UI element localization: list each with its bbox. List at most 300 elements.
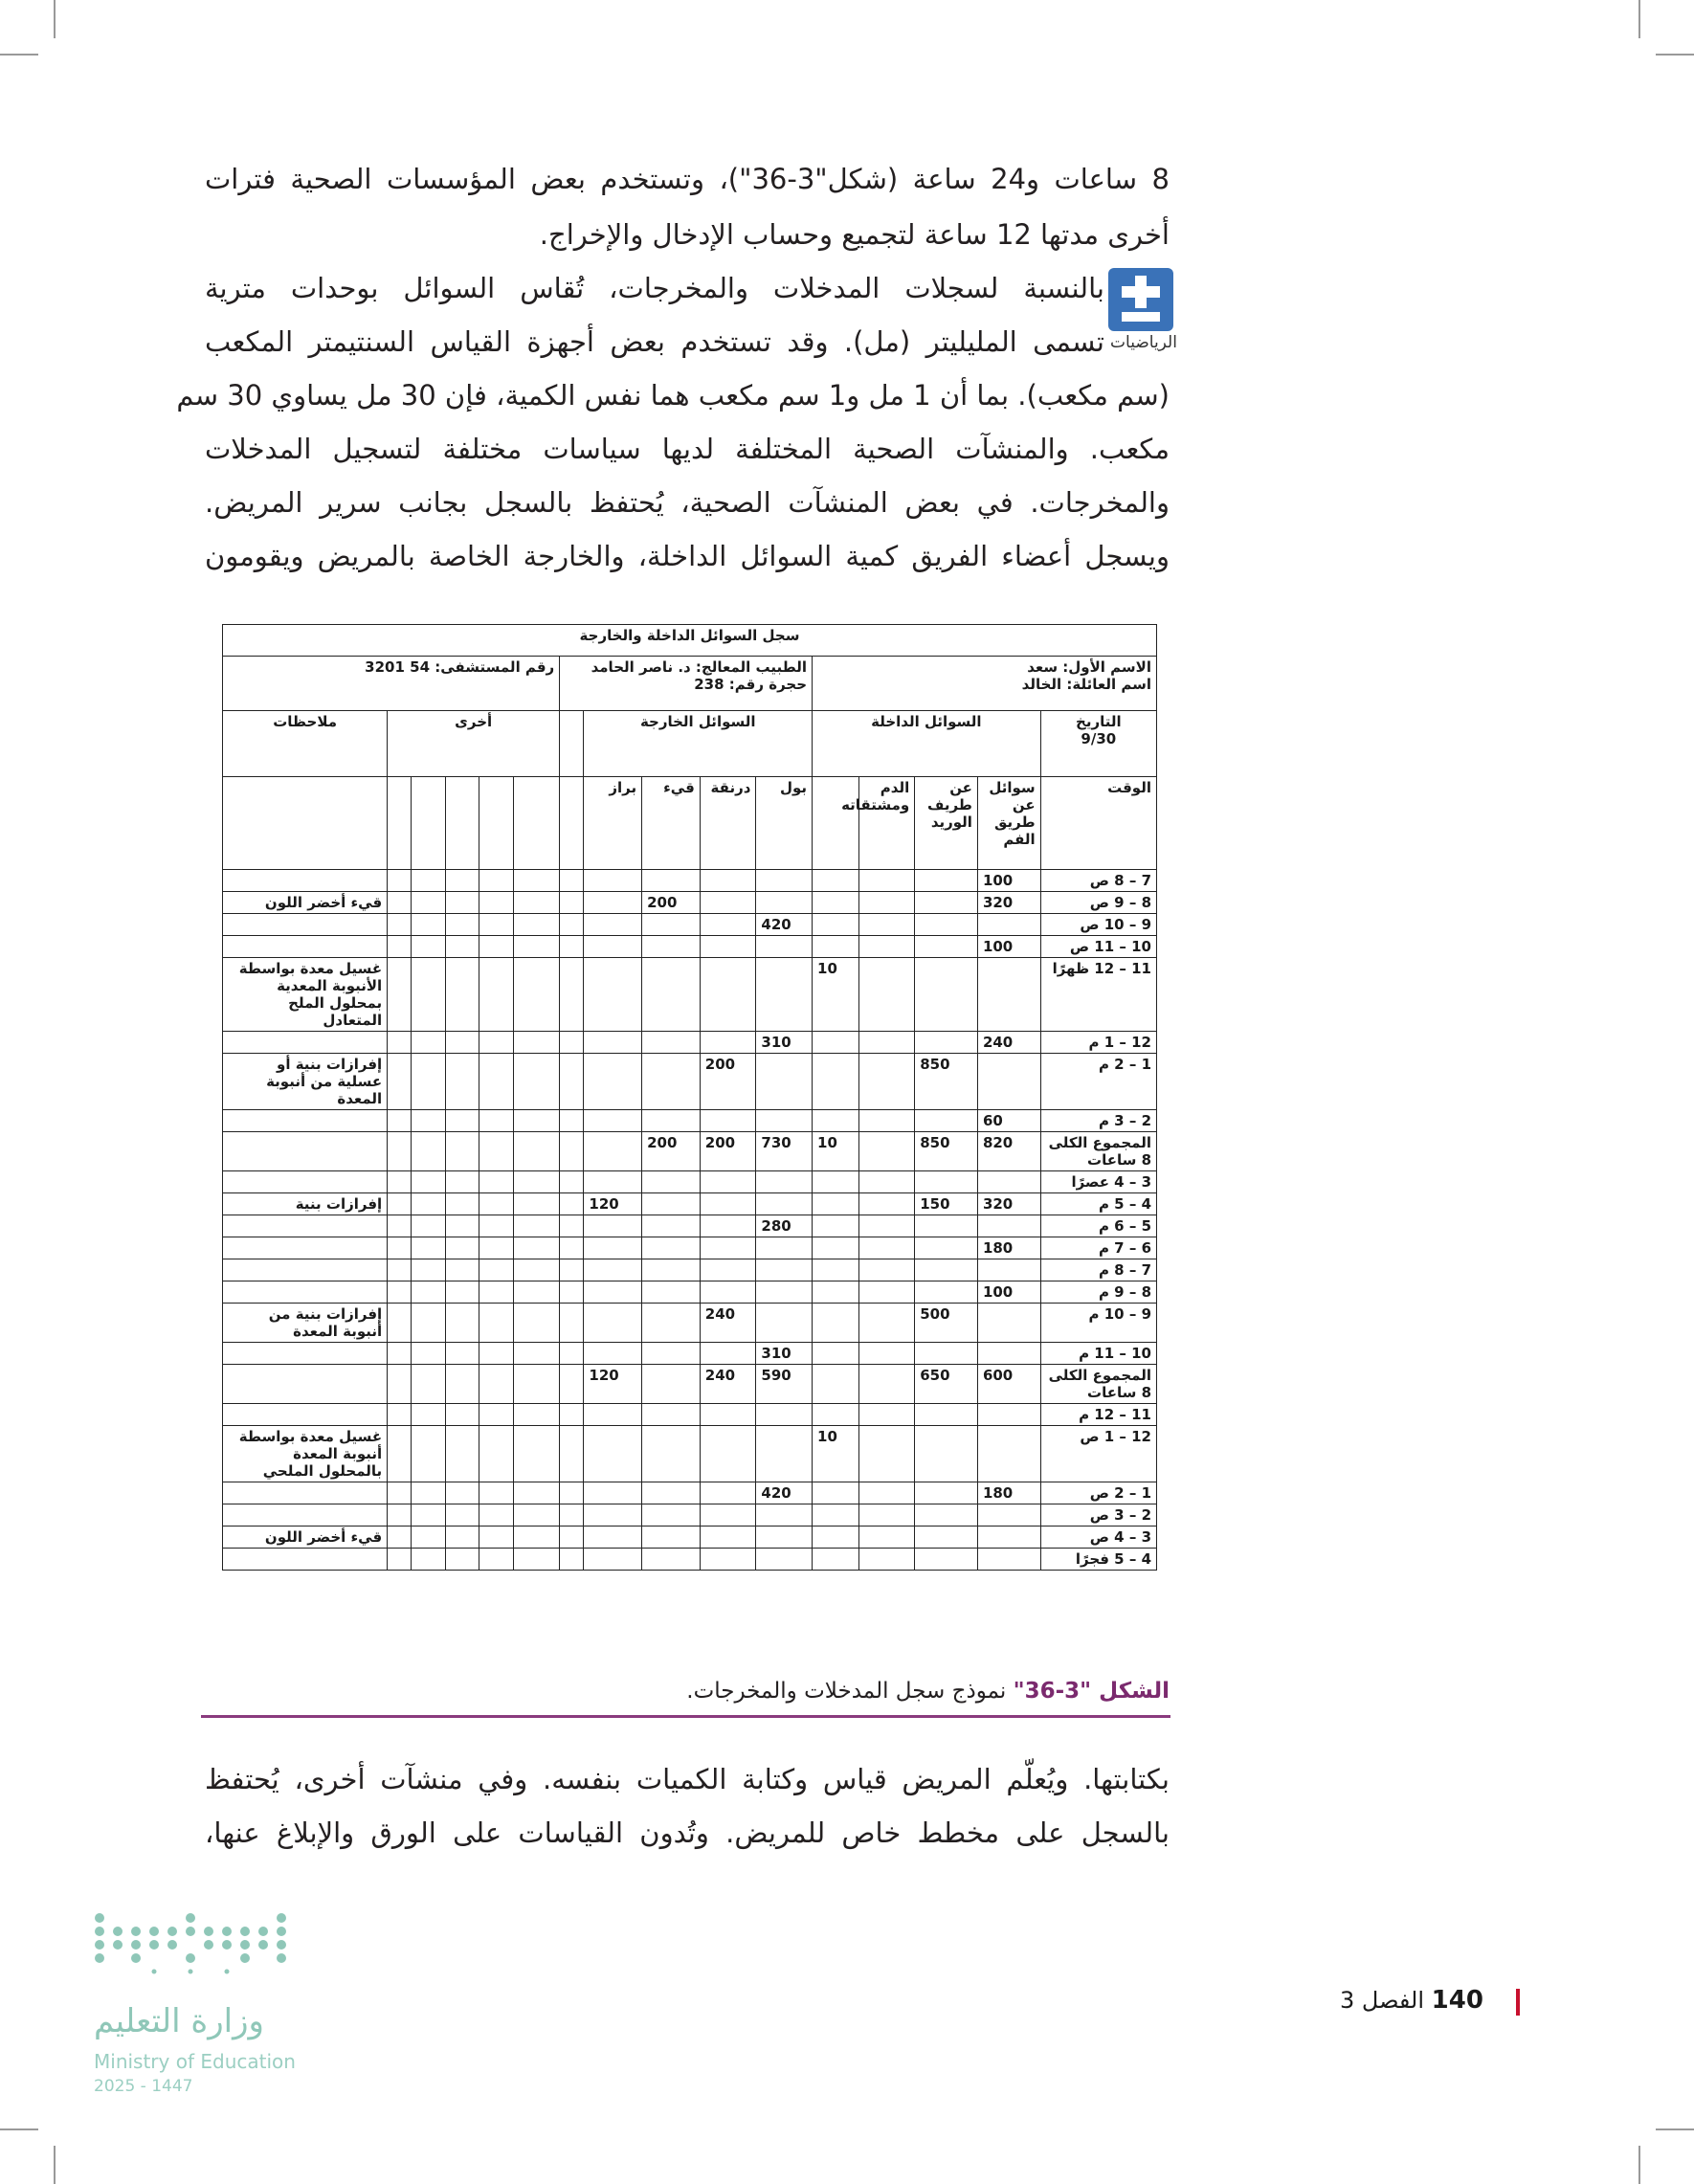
blood-cell xyxy=(858,1281,915,1304)
iv-cell xyxy=(915,1110,978,1132)
table-row xyxy=(223,1237,1157,1259)
table-row xyxy=(223,1527,1157,1549)
crop-mark xyxy=(54,2146,56,2184)
vomit-cell xyxy=(642,1404,701,1426)
blank-cell xyxy=(560,1259,584,1281)
oral-cell xyxy=(977,1054,1040,1110)
blank-cell xyxy=(560,936,584,958)
iv-cell: 150 xyxy=(915,1193,978,1215)
time-cell: 3 – 4 عصرًا xyxy=(1040,1171,1156,1193)
time-cell: 9 – 10 م xyxy=(1040,1304,1156,1343)
iv-cell xyxy=(915,1549,978,1571)
i4-cell xyxy=(813,1237,859,1259)
urine-cell: 310 xyxy=(756,1032,813,1054)
note-cell xyxy=(223,870,388,892)
blank-cell xyxy=(513,1193,560,1215)
urine-cell: 730 xyxy=(756,1132,813,1171)
ministry-year: 2025 - 1447 xyxy=(94,2077,193,2096)
logo-dot xyxy=(258,1940,268,1950)
blood-cell xyxy=(858,958,915,1032)
math-plus-minus-icon xyxy=(1108,268,1173,331)
logo-dot xyxy=(186,1927,195,1936)
logo-dot xyxy=(167,1927,177,1936)
stool-cell xyxy=(584,1504,642,1527)
i4-cell xyxy=(813,1171,859,1193)
time-cell: 1 – 2 م xyxy=(1040,1054,1156,1110)
blood-cell xyxy=(858,1032,915,1054)
logo-dot xyxy=(95,1927,104,1936)
hospital-number: رقم المستشفى: 54 3201 xyxy=(223,657,560,711)
blank-cell xyxy=(445,1365,479,1404)
blank-cell xyxy=(412,1032,445,1054)
vomit-cell xyxy=(642,1426,701,1482)
blank-cell xyxy=(445,777,479,870)
time-cell: 10 – 11 م xyxy=(1040,1343,1156,1365)
blank-cell xyxy=(560,1304,584,1343)
iv-cell xyxy=(915,1343,978,1365)
blank-cell xyxy=(560,1549,584,1571)
blood-cell xyxy=(858,1054,915,1110)
blank-cell xyxy=(560,914,584,936)
time-cell: 8 – 9 ص xyxy=(1040,892,1156,914)
oral-cell xyxy=(977,1171,1040,1193)
urine-cell xyxy=(756,1193,813,1215)
paragraph-line: أخرى مدتها 12 ساعة لتجميع وحساب الإدخال والإخراج. xyxy=(539,218,1170,251)
note-cell xyxy=(223,936,388,958)
time-cell: 7 – 8 م xyxy=(1040,1259,1156,1281)
i4-cell xyxy=(813,1549,859,1571)
table-row xyxy=(223,1215,1157,1237)
blank-cell xyxy=(479,1281,513,1304)
oral-cell xyxy=(977,958,1040,1032)
other-header: أخرى xyxy=(388,711,560,777)
blank-cell xyxy=(388,1054,412,1110)
family-name: اسم العائلة: الخالد xyxy=(1021,676,1151,693)
paragraph-line: مكعب. والمنشآت الصحية المختلفة لديها سياسات مختلفة لتسجيل المدخلات xyxy=(205,433,1170,465)
blood-cell xyxy=(858,1365,915,1404)
vomit-cell xyxy=(642,1549,701,1571)
blank-cell xyxy=(412,1281,445,1304)
stool-cell xyxy=(584,870,642,892)
drain-cell xyxy=(700,1215,756,1237)
blank-cell xyxy=(513,1132,560,1171)
drain-cell: 240 xyxy=(700,1304,756,1343)
table-row xyxy=(223,1482,1157,1504)
logo-dot xyxy=(186,1913,195,1923)
figure-label: الشكل "3-36" xyxy=(1013,1679,1170,1704)
blank-cell xyxy=(412,1549,445,1571)
vomit-cell xyxy=(642,1527,701,1549)
urine-cell xyxy=(756,1237,813,1259)
blank-cell xyxy=(445,1404,479,1426)
iv-cell xyxy=(915,936,978,958)
i4-cell xyxy=(813,1193,859,1215)
blank-cell xyxy=(560,1054,584,1110)
time-cell: 6 – 7 م xyxy=(1040,1237,1156,1259)
iv-cell xyxy=(915,892,978,914)
urine-cell: 590 xyxy=(756,1365,813,1404)
iv-cell xyxy=(915,1527,978,1549)
blank-cell xyxy=(479,1527,513,1549)
caption-rule xyxy=(201,1715,1170,1718)
drain-cell xyxy=(700,1404,756,1426)
logo-dot xyxy=(189,1970,193,1974)
blood-cell xyxy=(858,1549,915,1571)
blank-cell xyxy=(388,1343,412,1365)
blank-cell xyxy=(560,1032,584,1054)
page-number: 140 xyxy=(1431,1986,1483,2015)
stool-cell xyxy=(584,1304,642,1343)
blood-cell xyxy=(858,1132,915,1171)
blank-cell xyxy=(560,1482,584,1504)
stool-cell xyxy=(584,1132,642,1171)
note-cell xyxy=(223,1482,388,1504)
time-cell: 2 – 3 م xyxy=(1040,1110,1156,1132)
iv-cell xyxy=(915,1032,978,1054)
blank-cell xyxy=(513,914,560,936)
i4-cell xyxy=(813,870,859,892)
paragraph-line: ويسجل أعضاء الفريق كمية السوائل الداخلة، والخارجة الخاصة بالمريض ويقومون xyxy=(205,540,1170,572)
drain-cell xyxy=(700,1171,756,1193)
ministry-logo-dots-icon xyxy=(92,1910,302,1987)
blank-cell xyxy=(445,1237,479,1259)
drain-cell xyxy=(700,1426,756,1482)
blank-cell xyxy=(479,1054,513,1110)
blank-cell xyxy=(560,1527,584,1549)
drain-cell: 240 xyxy=(700,1365,756,1404)
oral-cell xyxy=(977,914,1040,936)
i4-cell xyxy=(813,1304,859,1343)
blank-cell xyxy=(513,1365,560,1404)
blank-cell xyxy=(412,914,445,936)
blank-cell xyxy=(479,958,513,1032)
footer-accent-bar xyxy=(1516,1989,1520,2016)
blank-cell xyxy=(513,958,560,1032)
urine-cell: 420 xyxy=(756,1482,813,1504)
blank-cell xyxy=(813,777,859,870)
table-row xyxy=(223,1426,1157,1482)
blank-cell xyxy=(445,914,479,936)
blank-cell xyxy=(445,1054,479,1110)
iv-cell xyxy=(915,1426,978,1482)
oral-cell xyxy=(977,1549,1040,1571)
oral-cell: 100 xyxy=(977,1281,1040,1304)
time-cell: 12 – 1 م xyxy=(1040,1032,1156,1054)
blank-cell xyxy=(560,1237,584,1259)
urine-cell xyxy=(756,870,813,892)
paragraph-line: بكتابتها. ويُعلّم المريض قياس وكتابة الكميات بنفسه. وفي منشآت أخرى، يُحتفظ xyxy=(205,1763,1170,1795)
blank-cell xyxy=(513,1404,560,1426)
iv-cell: 850 xyxy=(915,1132,978,1171)
blank-cell xyxy=(445,870,479,892)
ministry-name-english: Ministry of Education xyxy=(94,2050,296,2073)
date-label: التاريخ xyxy=(1076,713,1122,730)
drain-cell xyxy=(700,1482,756,1504)
table-row xyxy=(223,870,1157,892)
oral-cell: 60 xyxy=(977,1110,1040,1132)
drain-cell xyxy=(700,1343,756,1365)
iv-cell xyxy=(915,870,978,892)
blood-cell xyxy=(858,1426,915,1482)
i4-cell xyxy=(813,1032,859,1054)
i4-cell xyxy=(813,892,859,914)
intake-header: السوائل الداخلة xyxy=(813,711,1041,777)
table-row xyxy=(223,1032,1157,1054)
stool-cell xyxy=(584,1110,642,1132)
urine-header: بول xyxy=(756,777,813,870)
logo-dot xyxy=(240,1940,250,1950)
blank-cell xyxy=(560,1281,584,1304)
drain-cell: 200 xyxy=(700,1054,756,1110)
iv-cell xyxy=(915,1482,978,1504)
drain-cell xyxy=(700,892,756,914)
table-row xyxy=(223,1281,1157,1304)
blank-cell xyxy=(445,1215,479,1237)
vomit-cell xyxy=(642,958,701,1032)
blood-cell xyxy=(858,914,915,936)
footer-page-info xyxy=(1340,1986,1483,2015)
blank-cell xyxy=(388,1304,412,1343)
blood-header: الدم ومشتقاته xyxy=(858,777,915,870)
blood-cell xyxy=(858,1193,915,1215)
blank-cell xyxy=(412,1426,445,1482)
blank-cell xyxy=(479,914,513,936)
stool-cell xyxy=(584,1343,642,1365)
note-cell xyxy=(223,1032,388,1054)
note-cell: غسيل معدة بواسطة أنبوبة المعدة بالمحلول الملحي xyxy=(223,1426,388,1482)
note-cell xyxy=(223,1215,388,1237)
blank-cell xyxy=(479,1193,513,1215)
blank-cell xyxy=(412,870,445,892)
table-row xyxy=(223,914,1157,936)
blank-cell xyxy=(513,1054,560,1110)
date-value: 9/30 xyxy=(1081,730,1117,747)
oral-cell: 180 xyxy=(977,1237,1040,1259)
stool-header: براز xyxy=(584,777,642,870)
vomit-cell xyxy=(642,1482,701,1504)
blank-cell xyxy=(479,1343,513,1365)
blank-cell xyxy=(412,1482,445,1504)
time-cell: 4 – 5 م xyxy=(1040,1193,1156,1215)
figure-caption-text: نموذج سجل المدخلات والمخرجات. xyxy=(686,1679,1014,1704)
time-cell: 10 – 11 ص xyxy=(1040,936,1156,958)
blank-cell xyxy=(412,1193,445,1215)
paragraph-line: 8 ساعات و24 ساعة (شكل"3-36")، وتستخدم بعض المؤسسات الصحية فترات xyxy=(205,163,1170,195)
stool-cell xyxy=(584,1215,642,1237)
blank-cell xyxy=(388,892,412,914)
i4-cell xyxy=(813,936,859,958)
blood-cell xyxy=(858,936,915,958)
stool-cell xyxy=(584,1404,642,1426)
note-cell: إفرازات بنية من أنبوبة المعدة xyxy=(223,1304,388,1343)
oral-cell: 240 xyxy=(977,1032,1040,1054)
blank-cell xyxy=(388,1237,412,1259)
vomit-cell xyxy=(642,1259,701,1281)
output-header: السوائل الخارجة xyxy=(584,711,813,777)
iv-cell xyxy=(915,1259,978,1281)
drain-cell xyxy=(700,1032,756,1054)
vomit-cell xyxy=(642,1304,701,1343)
time-cell: 1 – 2 ص xyxy=(1040,1482,1156,1504)
vomit-cell: 200 xyxy=(642,1132,701,1171)
table-row xyxy=(223,1549,1157,1571)
blank-cell xyxy=(445,1171,479,1193)
blank-cell xyxy=(479,777,513,870)
time-cell: 11 – 12 م xyxy=(1040,1404,1156,1426)
time-cell: 4 – 5 فجرًا xyxy=(1040,1549,1156,1571)
urine-cell xyxy=(756,958,813,1032)
blank-cell xyxy=(445,1110,479,1132)
chapter-label: الفصل 3 xyxy=(1340,1987,1425,2014)
urine-cell xyxy=(756,892,813,914)
table-row xyxy=(223,1259,1157,1281)
stool-cell xyxy=(584,892,642,914)
blank-cell xyxy=(445,958,479,1032)
oral-cell xyxy=(977,1404,1040,1426)
i4-cell xyxy=(813,1504,859,1527)
math-label: الرياضيات xyxy=(1110,333,1177,352)
blank-cell xyxy=(513,1110,560,1132)
blank-cell xyxy=(513,1504,560,1527)
logo-dot xyxy=(186,1953,195,1963)
stool-cell xyxy=(584,1426,642,1482)
logo-dot xyxy=(113,1927,123,1936)
paragraph-line: بالنسبة لسجلات المدخلات والمخرجات، تُقاس السوائل بوحدات مترية xyxy=(205,272,1104,304)
logo-dot xyxy=(240,1953,250,1963)
patient-name-cell xyxy=(813,657,1157,711)
blood-cell xyxy=(858,1171,915,1193)
stool-cell: 120 xyxy=(584,1365,642,1404)
blank-cell xyxy=(412,1504,445,1527)
blank-cell xyxy=(412,1343,445,1365)
urine-cell xyxy=(756,1054,813,1110)
i4-cell xyxy=(813,1259,859,1281)
blank-cell xyxy=(388,1032,412,1054)
blank-cell xyxy=(479,1132,513,1171)
blank-cell xyxy=(388,1482,412,1504)
note-cell: إفرازات بنية xyxy=(223,1193,388,1215)
note-cell xyxy=(223,1259,388,1281)
note-cell xyxy=(223,914,388,936)
blank-cell xyxy=(513,1527,560,1549)
blank-cell xyxy=(412,1404,445,1426)
stool-cell xyxy=(584,914,642,936)
note-cell xyxy=(223,1237,388,1259)
stool-cell xyxy=(584,1054,642,1110)
table-row xyxy=(223,1193,1157,1215)
drain-cell xyxy=(700,958,756,1032)
blank-cell xyxy=(445,1482,479,1504)
vomit-cell xyxy=(642,1171,701,1193)
oral-cell: 180 xyxy=(977,1482,1040,1504)
drain-cell xyxy=(700,870,756,892)
crop-mark xyxy=(0,54,38,56)
blank-cell xyxy=(445,1032,479,1054)
urine-cell xyxy=(756,1171,813,1193)
stool-cell xyxy=(584,1527,642,1549)
blank-cell xyxy=(412,1132,445,1171)
time-cell: 2 – 3 ص xyxy=(1040,1504,1156,1527)
note-cell xyxy=(223,1504,388,1527)
ministry-name-arabic: وزارة التعليم xyxy=(94,2002,264,2040)
stool-cell xyxy=(584,1237,642,1259)
oral-cell: 320 xyxy=(977,1193,1040,1215)
note-cell: قيء أخضر اللون xyxy=(223,1527,388,1549)
time-cell: 9 – 10 ص xyxy=(1040,914,1156,936)
blood-cell xyxy=(858,1304,915,1343)
blank-cell xyxy=(513,1259,560,1281)
blank-cell xyxy=(513,1549,560,1571)
i4-cell xyxy=(813,1054,859,1110)
time-cell: المجموع الكلى 8 ساعات xyxy=(1040,1132,1156,1171)
logo-dot xyxy=(95,1940,104,1950)
stool-cell xyxy=(584,1549,642,1571)
blank-cell xyxy=(388,1426,412,1482)
crop-mark xyxy=(1638,2146,1640,2184)
stool-cell xyxy=(584,1259,642,1281)
logo-dot xyxy=(204,1927,213,1936)
stool-cell xyxy=(584,958,642,1032)
blank-cell xyxy=(479,1549,513,1571)
figure-caption xyxy=(670,1679,1170,1704)
logo-dot xyxy=(131,1953,141,1963)
note-cell: قيء أخضر اللون xyxy=(223,892,388,914)
drain-cell xyxy=(700,1237,756,1259)
blank-cell xyxy=(479,1032,513,1054)
blank-cell xyxy=(388,914,412,936)
blank-cell xyxy=(445,1259,479,1281)
blank-cell xyxy=(513,1482,560,1504)
room-number: حجرة رقم: 238 xyxy=(694,676,808,693)
note-cell xyxy=(223,1110,388,1132)
oral-cell xyxy=(977,1215,1040,1237)
blank-cell xyxy=(513,892,560,914)
iv-cell xyxy=(915,1215,978,1237)
oral-cell: 100 xyxy=(977,936,1040,958)
oral-header: سوائل عن طريق الفم xyxy=(977,777,1040,870)
urine-cell xyxy=(756,1404,813,1426)
table-row xyxy=(223,1504,1157,1527)
blank-cell xyxy=(412,1171,445,1193)
table-row xyxy=(223,1304,1157,1343)
logo-dot xyxy=(149,1927,159,1936)
note-cell xyxy=(223,1132,388,1171)
oral-cell: 100 xyxy=(977,870,1040,892)
blank-cell xyxy=(445,1527,479,1549)
note-cell xyxy=(223,1404,388,1426)
logo-dot xyxy=(131,1940,141,1950)
oral-cell xyxy=(977,1527,1040,1549)
paragraph-line: تسمى المليليتر (مل). وقد تستخدم بعض أجهزة القياس السنتيمتر المكعب xyxy=(205,325,1104,358)
logo-dot xyxy=(277,1913,286,1923)
vomit-cell xyxy=(642,1110,701,1132)
urine-cell: 420 xyxy=(756,914,813,936)
blank-cell xyxy=(560,1343,584,1365)
urine-cell xyxy=(756,1259,813,1281)
vomit-cell xyxy=(642,1032,701,1054)
blank-cell xyxy=(388,1549,412,1571)
first-name: الاسم الأول: سعد xyxy=(1027,658,1151,676)
vomit-cell xyxy=(642,1343,701,1365)
stool-cell xyxy=(584,936,642,958)
oral-cell: 820 xyxy=(977,1132,1040,1171)
blank-cell xyxy=(388,1527,412,1549)
doctor-cell xyxy=(560,657,813,711)
intake-output-log-table xyxy=(222,624,1157,1571)
vomit-cell: 200 xyxy=(642,892,701,914)
iv-header: عن طريف الوريد xyxy=(915,777,978,870)
logo-dot xyxy=(167,1940,177,1950)
